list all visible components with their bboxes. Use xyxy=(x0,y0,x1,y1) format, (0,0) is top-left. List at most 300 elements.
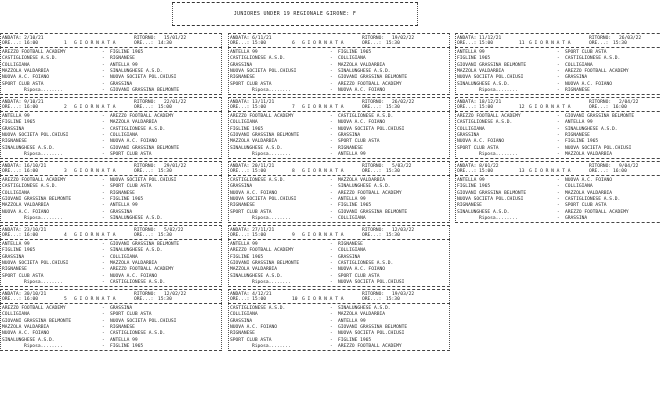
match-dash: - xyxy=(557,215,560,221)
match-dash: - xyxy=(330,87,333,93)
away-team: ANTELLA 99 xyxy=(565,120,593,126)
ore-ritorno-label: ORE...: xyxy=(589,169,609,174)
giornata-times xyxy=(2,233,172,238)
match-dash: - xyxy=(557,120,560,126)
ritorno-label: RITORNO: xyxy=(134,228,157,233)
ore-andata: 15:00 xyxy=(479,169,493,174)
away-team: SPORT CLUB ASTA xyxy=(338,139,380,145)
match-row xyxy=(457,120,593,126)
giornata-label: G I O R N A T A xyxy=(302,169,344,174)
away-team: GIOVANI GRASSINA BELMONTE xyxy=(565,114,635,119)
ore-ritorno: 16:00 xyxy=(613,169,627,174)
riposa-team: COLLIGIANA xyxy=(338,215,366,221)
match-row xyxy=(2,184,152,190)
home-team: SPORT CLUB ASTA xyxy=(230,209,272,215)
match-dash: - xyxy=(102,139,105,145)
away-team: MAZZOLA VALDARBIA xyxy=(338,178,386,183)
home-team: COLLIGIANA xyxy=(2,312,30,318)
home-team: RIGNANESE xyxy=(230,331,255,337)
andata-date: 18/12/21 xyxy=(479,100,502,105)
ritorno-date: 9/04/22 xyxy=(619,164,639,169)
ore-andata-label: ORE...: xyxy=(457,41,477,46)
match-row xyxy=(2,114,174,119)
home-team: CASTIGLIONESE A.S.D. xyxy=(2,184,58,190)
home-team: GIOVANI GRASSINA BELMONTE xyxy=(230,132,300,138)
match-dash: - xyxy=(102,331,105,337)
block-mid-rule xyxy=(455,111,660,112)
home-team: AREZZO FOOTBALL ACADEMY xyxy=(2,50,66,55)
ore-andata-label: ORE...: xyxy=(230,233,250,238)
home-team: NUOVA A.C. FOIANO xyxy=(230,324,278,330)
ritorno-label: RITORNO: xyxy=(589,36,612,41)
home-team: GIOVANI GRASSINA BELMONTE xyxy=(457,62,527,68)
match-dash: - xyxy=(102,151,105,157)
giornata-block xyxy=(0,33,222,95)
ore-andata-label: ORE...: xyxy=(2,169,22,174)
match-row xyxy=(2,324,135,330)
away-team: GIOVANI GRASSINA BELMONTE xyxy=(338,209,408,215)
ritorno-date: 19/02/22 xyxy=(392,36,415,41)
home-team: ANTELLA 99 xyxy=(2,242,30,247)
block-mid-rule xyxy=(455,47,660,48)
ore-ritorno: 15:30 xyxy=(158,233,172,238)
match-row xyxy=(230,267,386,273)
block-bottom-rule xyxy=(228,94,450,95)
match-dash: - xyxy=(557,81,560,87)
ritorno-label: RITORNO: xyxy=(134,100,157,105)
match-dash: - xyxy=(102,248,105,254)
match-dash: - xyxy=(102,343,105,349)
ritorno-date: 12/02/22 xyxy=(164,292,187,297)
match-dash: - xyxy=(330,343,333,349)
away-team: RIGNANESE xyxy=(338,145,363,151)
riposa-team: MAZZOLA VALDARBIA xyxy=(565,151,613,157)
home-team: NUOVA A.C. FOIANO xyxy=(457,139,505,145)
match-row xyxy=(2,56,135,62)
home-team: NUOVA SOCIETA POL.CHIUSI xyxy=(2,260,69,266)
match-dash: - xyxy=(557,126,560,132)
riposa-label: Riposa........ xyxy=(252,87,291,93)
andata-label: ANDATA: xyxy=(230,164,250,169)
match-dash: - xyxy=(102,62,105,68)
ore-ritorno-label: ORE...: xyxy=(362,169,382,174)
match-row xyxy=(230,120,386,126)
match-dash: - xyxy=(102,312,105,318)
match-row xyxy=(457,81,613,87)
andata-label: ANDATA: xyxy=(457,36,477,41)
match-dash: - xyxy=(557,184,560,190)
match-dash: - xyxy=(330,260,333,266)
ore-ritorno-label: ORE...: xyxy=(362,297,382,302)
away-team: CASTIGLIONESE A.S.D. xyxy=(110,126,166,132)
riposa-team: SPORT CLUB ASTA xyxy=(110,151,152,157)
match-dash: - xyxy=(102,324,105,330)
giornata-label: G I O R N A T A xyxy=(302,41,344,46)
away-team: GRASSINA xyxy=(338,254,361,260)
home-team: GRASSINA xyxy=(230,318,253,324)
home-team: GRASSINA xyxy=(230,62,253,68)
home-team: GRASSINA xyxy=(230,184,253,190)
home-team: SINALUNGHESE A.S.D. xyxy=(230,273,283,279)
ore-ritorno: 16:00 xyxy=(613,105,627,110)
match-row xyxy=(457,178,613,183)
match-row xyxy=(230,81,402,87)
ore-ritorno: 15:30 xyxy=(158,169,172,174)
away-team: MAZZOLA VALDARBIA xyxy=(338,312,386,318)
away-team: SINALUNGHESE A.S.D. xyxy=(565,126,618,132)
riposa-team: RIGNANESE xyxy=(565,87,590,93)
riposa-label: Riposa........ xyxy=(24,215,63,221)
match-row xyxy=(2,312,152,318)
block-mid-rule xyxy=(0,47,222,48)
match-dash: - xyxy=(330,75,333,81)
away-team: RIGNANESE xyxy=(565,132,590,138)
match-row xyxy=(2,273,158,279)
away-team: ANTELLA 99 xyxy=(110,203,138,209)
block-top-rule xyxy=(228,161,450,162)
andata-label: ANDATA: xyxy=(2,228,22,233)
away-team: SINALUNGHESE A.S.D. xyxy=(338,184,391,190)
match-dash: - xyxy=(330,331,333,337)
match-dash: - xyxy=(330,273,333,279)
home-team: NUOVA A.C. FOIANO xyxy=(230,190,278,196)
away-team: GRASSINA xyxy=(110,81,133,87)
home-team: NUOVA SOCIETA POL.CHIUSI xyxy=(230,196,297,202)
away-team: NUOVA SOCIETA POL.CHIUSI xyxy=(110,75,177,81)
home-team: AREZZO FOOTBALL ACADEMY xyxy=(2,178,66,183)
ore-andata: 16:00 xyxy=(24,169,38,174)
block-right-rule xyxy=(449,97,450,159)
match-dash: - xyxy=(102,75,105,81)
away-team: COLLIGIANA xyxy=(565,184,593,190)
away-team: AREZZO FOOTBALL ACADEMY xyxy=(565,68,629,74)
match-row xyxy=(457,50,607,55)
giornata-label: G I O R N A T A xyxy=(74,105,116,110)
giornata-number: 13 xyxy=(519,169,525,174)
giornata-times xyxy=(2,41,172,46)
riposa-label: Riposa........ xyxy=(24,279,63,285)
match-dash: - xyxy=(102,114,105,119)
riposa-label: Riposa........ xyxy=(479,87,518,93)
ore-andata-label: ORE...: xyxy=(230,105,250,110)
match-dash: - xyxy=(330,132,333,138)
match-dash: - xyxy=(102,68,105,74)
riposa-team: FIGLINE 1965 xyxy=(110,343,144,349)
giornata-label: G I O R N A T A xyxy=(74,233,116,238)
home-team: SPORT CLUB ASTA xyxy=(230,337,272,343)
home-team: GIOVANI GRASSINA BELMONTE xyxy=(2,318,72,324)
ritorno-label: RITORNO: xyxy=(362,164,385,169)
home-team: FIGLINE 1965 xyxy=(2,120,36,126)
match-dash: - xyxy=(102,50,105,55)
home-team: AREZZO FOOTBALL ACADEMY xyxy=(230,114,294,119)
match-row xyxy=(457,75,588,81)
giornata-times xyxy=(230,105,400,110)
giornata-label: G I O R N A T A xyxy=(74,41,116,46)
away-team: FIGLINE 1965 xyxy=(565,139,599,145)
block-bottom-rule xyxy=(0,286,222,287)
match-row xyxy=(457,114,635,119)
match-row xyxy=(2,145,180,151)
match-dash: - xyxy=(330,50,333,55)
match-row xyxy=(230,254,361,260)
away-team: AREZZO FOOTBALL ACADEMY xyxy=(338,190,402,196)
home-team: SINALUNGHESE A.S.D. xyxy=(2,145,55,151)
ore-ritorno: 15:30 xyxy=(386,41,400,46)
match-dash: - xyxy=(330,184,333,190)
match-dash: - xyxy=(557,50,560,55)
home-team: RIGNANESE xyxy=(457,203,482,209)
away-team: SINALUNGHESE A.S.D. xyxy=(338,68,391,74)
riposa-team: NUOVA A.C. FOIANO xyxy=(338,87,386,93)
match-dash: - xyxy=(330,279,333,285)
giornata-label: G I O R N A T A xyxy=(74,297,116,302)
home-team: AREZZO FOOTBALL ACADEMY xyxy=(457,114,521,119)
block-bottom-rule xyxy=(0,350,222,351)
match-row xyxy=(230,178,386,183)
giornata-times xyxy=(2,297,172,302)
riposa-label: Riposa........ xyxy=(479,151,518,157)
block-right-rule xyxy=(221,225,222,287)
andata-date: 30/10/21 xyxy=(24,292,47,297)
away-team: MAZZOLA VALDARBIA xyxy=(565,190,613,196)
away-team: RIGNANESE xyxy=(110,190,135,196)
match-dash: - xyxy=(330,81,333,87)
ritorno-label: RITORNO: xyxy=(362,100,385,105)
away-team: AREZZO FOOTBALL ACADEMY xyxy=(565,209,629,215)
match-row xyxy=(457,145,632,151)
block-left-rule xyxy=(0,161,1,223)
giornata-number: 12 xyxy=(519,105,525,110)
riposa-label: Riposa........ xyxy=(252,215,291,221)
match-row xyxy=(2,267,174,273)
ore-andata-label: ORE...: xyxy=(2,105,22,110)
block-mid-rule xyxy=(455,175,660,176)
away-team: COLLIGIANA xyxy=(110,254,138,260)
match-dash: - xyxy=(330,56,333,62)
giornata-number: 10 xyxy=(292,297,298,302)
ore-andata-label: ORE...: xyxy=(457,105,477,110)
match-row xyxy=(230,132,361,138)
giornata-number: 4 xyxy=(64,233,67,238)
block-left-rule xyxy=(455,97,456,159)
away-team: RIGNANESE xyxy=(110,324,135,330)
block-top-rule xyxy=(228,289,450,290)
away-team: GRASSINA xyxy=(565,75,588,81)
match-row xyxy=(230,273,380,279)
away-team: FIGLINE 1965 xyxy=(338,50,372,55)
home-team: GRASSINA xyxy=(2,126,25,132)
home-team: SINALUNGHESE A.S.D. xyxy=(230,145,283,151)
block-bottom-rule xyxy=(0,94,222,95)
ore-andata-label: ORE...: xyxy=(230,297,250,302)
andata-label: ANDATA: xyxy=(457,100,477,105)
home-team: RIGNANESE xyxy=(2,267,27,273)
ore-andata: 15:00 xyxy=(252,169,266,174)
match-dash: - xyxy=(557,190,560,196)
away-team: NUOVA SOCIETA POL.CHIUSI xyxy=(565,145,632,151)
home-team: GIOVANI GRASSINA BELMONTE xyxy=(2,196,72,202)
away-team: ANTELLA 99 xyxy=(110,337,138,343)
home-team: CASTIGLIONESE A.S.D. xyxy=(457,120,513,126)
home-team: COLLIGIANA xyxy=(2,62,30,68)
ore-andata-label: ORE...: xyxy=(457,169,477,174)
match-dash: - xyxy=(330,196,333,202)
riposa-team: NUOVA SOCIETA POL.CHIUSI xyxy=(338,279,405,285)
match-row xyxy=(2,68,163,74)
block-mid-rule xyxy=(228,239,450,240)
ore-andata: 16:00 xyxy=(24,105,38,110)
ore-andata: 15:00 xyxy=(252,105,266,110)
riposa-label: Riposa........ xyxy=(24,343,63,349)
home-team: FIGLINE 1965 xyxy=(2,248,36,254)
block-right-rule xyxy=(221,97,222,159)
home-team: ANTELLA 99 xyxy=(2,114,30,119)
match-row xyxy=(2,139,158,145)
match-dash: - xyxy=(330,203,333,209)
match-row xyxy=(457,184,593,190)
match-dash: - xyxy=(102,273,105,279)
away-team: SINALUNGHESE A.S.D. xyxy=(110,68,163,74)
match-dash: - xyxy=(102,279,105,285)
away-team: ANTELLA 99 xyxy=(338,318,366,324)
match-dash: - xyxy=(102,190,105,196)
match-row xyxy=(2,132,138,138)
block-left-rule xyxy=(0,97,1,159)
match-dash: - xyxy=(102,81,105,87)
home-team: GRASSINA xyxy=(2,254,25,260)
block-bottom-rule xyxy=(455,94,660,95)
match-dash: - xyxy=(330,68,333,74)
home-team: NUOVA SOCIETA POL.CHIUSI xyxy=(230,68,297,74)
away-team: NUOVA A.C. FOIANO xyxy=(110,273,158,279)
away-team: NUOVA A.C. FOIANO xyxy=(565,81,613,87)
match-dash: - xyxy=(102,178,105,183)
block-mid-rule xyxy=(228,111,450,112)
home-team: FIGLINE 1965 xyxy=(230,126,264,132)
riposa-label: Riposa........ xyxy=(24,87,63,93)
home-team: MAZZOLA VALDARBIA xyxy=(230,267,278,273)
ore-andata-label: ORE...: xyxy=(2,233,22,238)
match-row xyxy=(2,203,138,209)
home-team: NUOVA A.C. FOIANO xyxy=(2,331,50,337)
away-team: NUOVA A.C. FOIANO xyxy=(338,120,386,126)
giornata-label: G I O R N A T A xyxy=(74,169,116,174)
home-team: ANTELLA 99 xyxy=(230,242,258,247)
home-team: FIGLINE 1965 xyxy=(457,184,491,190)
match-row xyxy=(2,190,135,196)
home-team: ANTELLA 99 xyxy=(457,178,485,183)
home-team: CASTIGLIONESE A.S.D. xyxy=(230,178,286,183)
block-bottom-rule xyxy=(228,222,450,223)
away-team: SPORT CLUB ASTA xyxy=(565,203,607,209)
match-dash: - xyxy=(330,248,333,254)
away-team: NUOVA SOCIETA POL.CHIUSI xyxy=(110,178,177,183)
giornata-block xyxy=(455,33,660,95)
andata-label: ANDATA: xyxy=(230,228,250,233)
match-dash: - xyxy=(330,215,333,221)
giornata-label: G I O R N A T A xyxy=(529,41,571,46)
giornata-times xyxy=(457,105,627,110)
ore-ritorno: 15:30 xyxy=(386,297,400,302)
away-team: AREZZO FOOTBALL ACADEMY xyxy=(110,267,174,273)
match-row xyxy=(2,331,166,337)
away-team: FIGLINE 1965 xyxy=(338,337,372,343)
block-mid-rule xyxy=(0,175,222,176)
match-row xyxy=(457,56,621,62)
ritorno-date: 19/03/22 xyxy=(392,292,415,297)
ore-ritorno: 15:00 xyxy=(158,105,172,110)
giornata-block xyxy=(0,225,222,287)
match-dash: - xyxy=(557,68,560,74)
ritorno-label: RITORNO: xyxy=(589,164,612,169)
giornata-block xyxy=(455,97,660,159)
giornata-block xyxy=(0,97,222,159)
match-dash: - xyxy=(557,56,560,62)
match-dash: - xyxy=(330,242,333,247)
block-top-rule xyxy=(0,33,222,34)
away-team: GRASSINA xyxy=(110,209,133,215)
andata-label: ANDATA: xyxy=(2,36,22,41)
match-row xyxy=(2,306,133,311)
match-dash: - xyxy=(102,87,105,93)
match-row xyxy=(457,190,613,196)
home-team: RIGNANESE xyxy=(2,139,27,145)
away-team: AREZZO FOOTBALL ACADEMY xyxy=(338,81,402,87)
ritorno-label: RITORNO: xyxy=(362,292,385,297)
ritorno-date: 5/03/22 xyxy=(392,164,412,169)
away-team: FIGLINE 1965 xyxy=(110,50,144,55)
match-dash: - xyxy=(102,120,105,126)
away-team: CASTIGLIONESE A.S.D. xyxy=(110,331,166,337)
match-row xyxy=(2,337,138,343)
giornata-number: 8 xyxy=(292,169,295,174)
ritorno-label: RITORNO: xyxy=(589,100,612,105)
away-team: COLLIGIANA xyxy=(338,248,366,254)
away-team: GRASSINA xyxy=(110,306,133,311)
match-dash: - xyxy=(330,178,333,183)
away-team: NUOVA A.C. FOIANO xyxy=(338,267,386,273)
home-team: NUOVA A.C. FOIANO xyxy=(2,209,50,215)
match-row xyxy=(2,120,158,126)
home-team: NUOVA SOCIETA POL.CHIUSI xyxy=(2,132,69,138)
block-bottom-rule xyxy=(0,158,222,159)
match-dash: - xyxy=(102,306,105,311)
away-team: NUOVA A.C. FOIANO xyxy=(110,139,158,145)
giornata-label: G I O R N A T A xyxy=(529,105,571,110)
match-dash: - xyxy=(557,209,560,215)
match-dash: - xyxy=(557,114,560,119)
block-mid-rule xyxy=(228,175,450,176)
match-row xyxy=(2,209,133,215)
giornata-block xyxy=(0,161,222,223)
home-team: MAZZOLA VALDARBIA xyxy=(2,203,50,209)
match-row xyxy=(2,62,138,68)
giornata-block xyxy=(228,161,450,223)
home-team: ANTELLA 99 xyxy=(457,50,485,55)
andata-date: 23/10/21 xyxy=(24,228,47,233)
ore-ritorno: 15:30 xyxy=(613,41,627,46)
block-left-rule xyxy=(0,289,1,351)
match-dash: - xyxy=(330,114,333,119)
ore-ritorno-label: ORE...: xyxy=(362,105,382,110)
block-left-rule xyxy=(0,225,1,287)
ritorno-date: 22/01/22 xyxy=(164,100,187,105)
ore-andata-label: ORE...: xyxy=(230,169,250,174)
ore-andata: 15:00 xyxy=(252,297,266,302)
giornata-times xyxy=(230,41,400,46)
block-right-rule xyxy=(221,33,222,95)
